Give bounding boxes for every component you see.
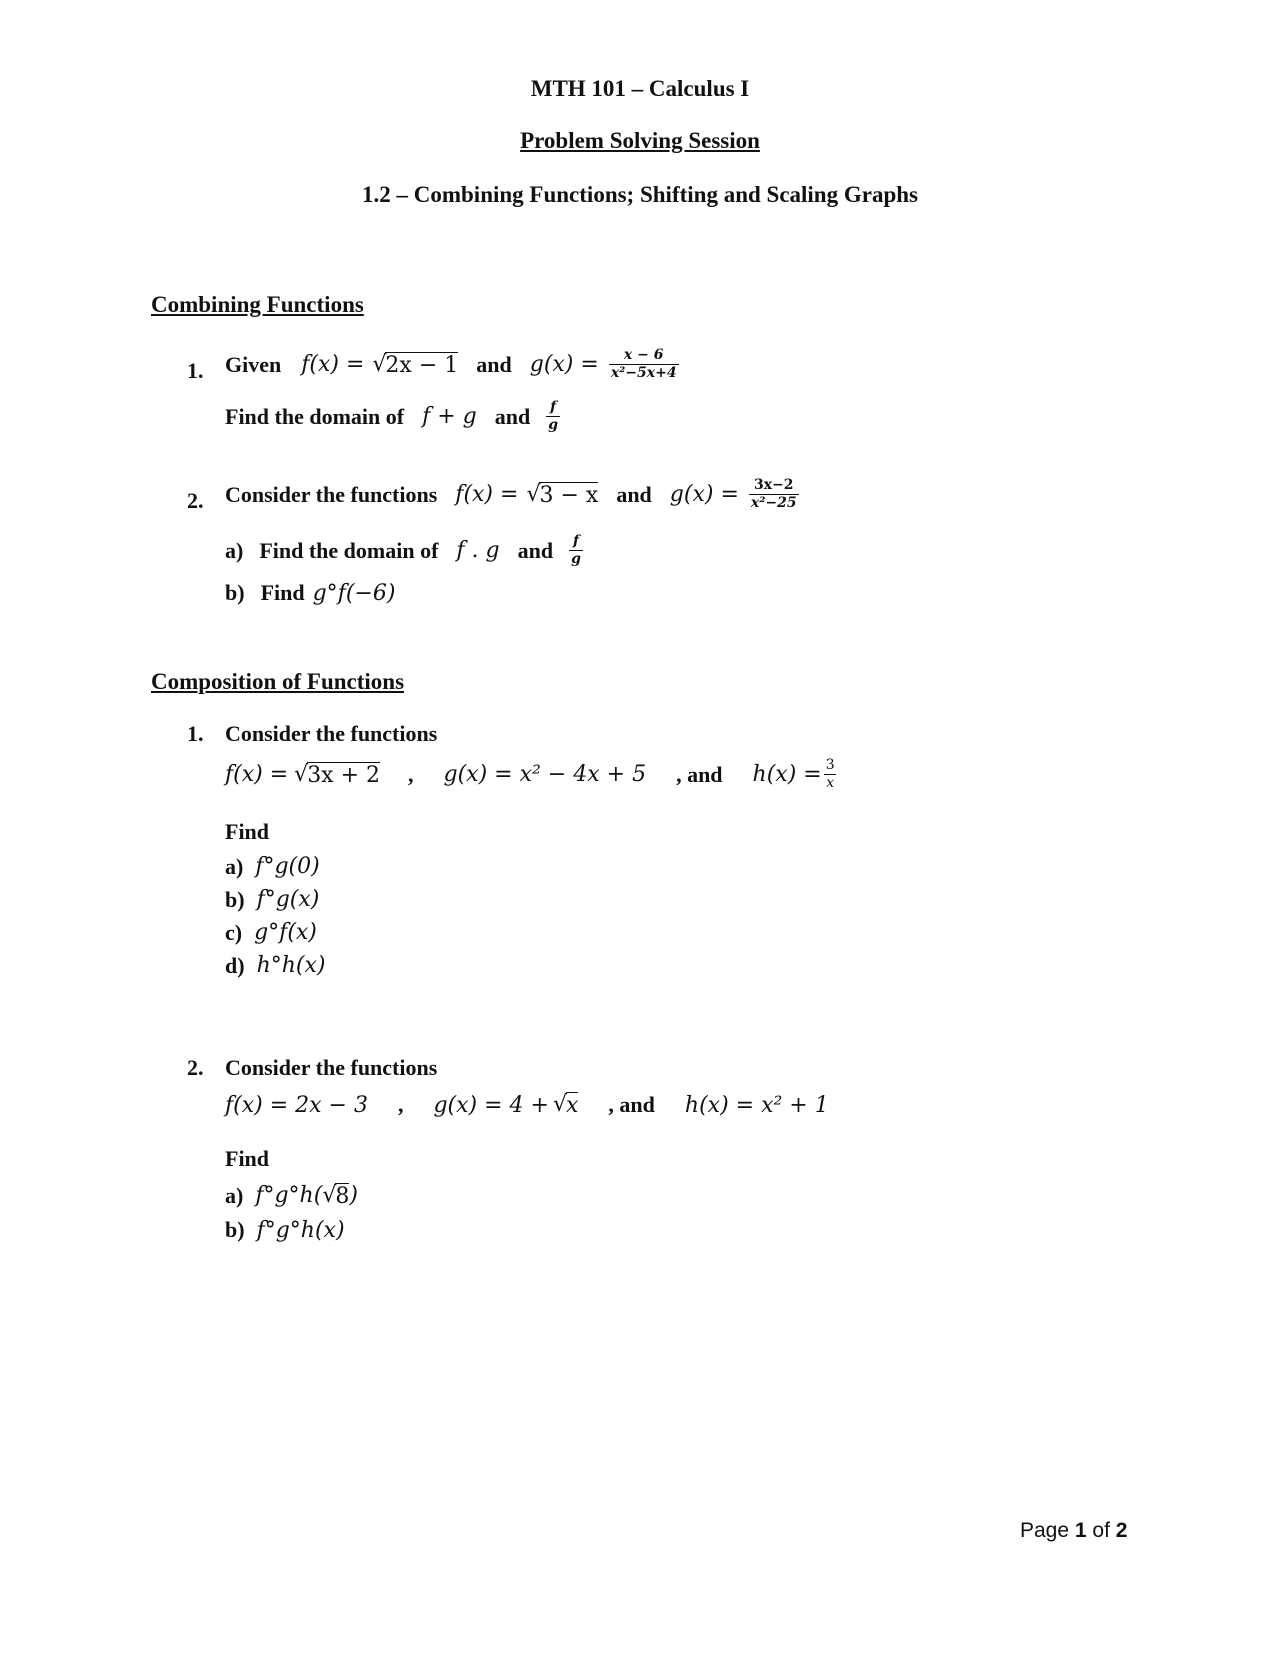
find-domain-text: Find the domain of (225, 403, 405, 429)
problem-1-statement (225, 348, 681, 382)
part-label: b) (225, 580, 245, 605)
quotient-denominator: g (548, 417, 559, 434)
page-footer (1020, 1519, 1127, 1543)
and-text: , and (608, 1092, 655, 1117)
list-item (225, 1179, 358, 1213)
problem-2-part-b (225, 580, 395, 606)
expr-suffix: ) (349, 1183, 358, 1208)
g-numerator: x − 6 (623, 347, 664, 363)
and-text: and (517, 537, 554, 563)
quotient-numerator: f (550, 399, 557, 415)
part-label: d) (225, 952, 245, 978)
item-expression: f°g(x) (256, 887, 320, 912)
h-definition: h(x) = x² + 1 (684, 1092, 829, 1118)
comma-separator: , (397, 1092, 404, 1117)
g-denominator: x²−25 (750, 495, 797, 512)
g-radicand: x (566, 1093, 579, 1118)
f-lhs: f(x) = (301, 352, 365, 378)
g-sqrt: √ x (552, 1092, 579, 1118)
comp-1-intro: Consider the functions (225, 721, 438, 746)
quotient-numerator: f (573, 533, 580, 549)
problem-2-statement (225, 478, 801, 512)
quotient-fraction (546, 400, 560, 434)
g-lhs: g(x) = (669, 482, 739, 508)
f-radicand: 3x + 2 (307, 762, 381, 788)
page-number: 1 (1074, 1519, 1087, 1542)
list-item (225, 949, 325, 982)
sum-expression: f + g (422, 404, 477, 430)
and-text: , and (676, 761, 723, 787)
topic-title: 1.2 – Combining Functions; Shifting and Scaling Graphs (362, 182, 918, 207)
page-word: Page (1020, 1519, 1070, 1542)
session-title: Problem Solving Session (520, 128, 760, 153)
g-definition: g(x) = x² − 4x + 5 (443, 762, 647, 788)
and-text: and (616, 481, 652, 507)
problem-2-part-a (225, 534, 585, 568)
find-text: Find (260, 580, 305, 605)
f-sqrt: √ 2x − 1 (372, 351, 459, 378)
part-label: a) (225, 537, 244, 563)
g-denominator: x²−5x+4 (610, 365, 677, 382)
item-expression: h°h(x) (256, 953, 326, 978)
f-radicand: 2x − 1 (385, 352, 459, 378)
problem-1-find (225, 400, 562, 434)
problem-number: 1. (187, 358, 204, 383)
part-label: b) (225, 1217, 245, 1242)
product-expression: f . g (456, 538, 500, 564)
f-definition: f(x) = 2x − 3 (225, 1092, 368, 1118)
quotient-denominator: g (571, 551, 581, 568)
intro-text: Consider the functions (225, 481, 438, 507)
comp-2-items (225, 1179, 358, 1247)
problem-number: 2. (187, 488, 204, 513)
and-text: and (476, 351, 512, 377)
find-heading: Find (225, 1146, 270, 1171)
page-total: 2 (1115, 1519, 1128, 1542)
f-lhs: f(x) = (455, 482, 519, 508)
given-text: Given (225, 351, 282, 377)
problem-number: 2. (187, 1055, 204, 1080)
list-item (225, 850, 325, 883)
expr-prefix: f°g°h( (255, 1183, 323, 1208)
item-expression: f°g°h(x) (256, 1217, 345, 1243)
comp-1-items (225, 850, 325, 982)
list-item (225, 883, 325, 916)
eight-radicand: 8 (335, 1184, 350, 1209)
part-label: a) (225, 1183, 244, 1208)
f-lhs: f(x) = (225, 762, 289, 788)
g-lhs: g(x) = 4 + (433, 1092, 549, 1118)
and-text: and (494, 403, 531, 429)
h-lhs: h(x) = (752, 762, 822, 788)
f-sqrt: √ 3 − x (526, 481, 599, 508)
find-heading: Find (225, 819, 270, 844)
comp-2-intro: Consider the functions (225, 1055, 438, 1080)
h-numerator: 3 (825, 757, 835, 773)
list-item (225, 916, 325, 949)
section-title-composition: Composition of Functions (151, 669, 405, 694)
h-fraction (824, 758, 837, 792)
g-numerator: 3x−2 (753, 477, 794, 493)
eight-sqrt: √ 8 (322, 1183, 350, 1209)
comp-2-functions (225, 1092, 829, 1118)
list-item (225, 1213, 358, 1247)
part-label: b) (225, 886, 245, 912)
composition-expression: g°f(−6) (312, 580, 396, 606)
comp-1-functions (225, 758, 839, 792)
section-title-combining: Combining Functions (151, 292, 364, 317)
comma-separator: , (408, 761, 414, 787)
item-expression: g°f(x) (254, 920, 317, 945)
item-expression (255, 1183, 358, 1209)
g-fraction (749, 478, 799, 512)
part-label: a) (225, 853, 244, 879)
f-sqrt: √ 3x + 2 (294, 761, 381, 788)
of-word: of (1092, 1519, 1110, 1542)
f-radicand: 3 − x (539, 482, 599, 508)
quotient-fraction (569, 534, 583, 568)
course-title: MTH 101 – Calculus I (530, 76, 750, 101)
part-label: c) (225, 919, 243, 945)
find-domain-text: Find the domain of (259, 537, 439, 563)
h-denominator: x (826, 775, 835, 792)
problem-number: 1. (187, 721, 204, 746)
item-expression: f°g(0) (255, 854, 320, 879)
g-fraction (609, 348, 679, 382)
g-lhs: g(x) = (529, 352, 599, 378)
